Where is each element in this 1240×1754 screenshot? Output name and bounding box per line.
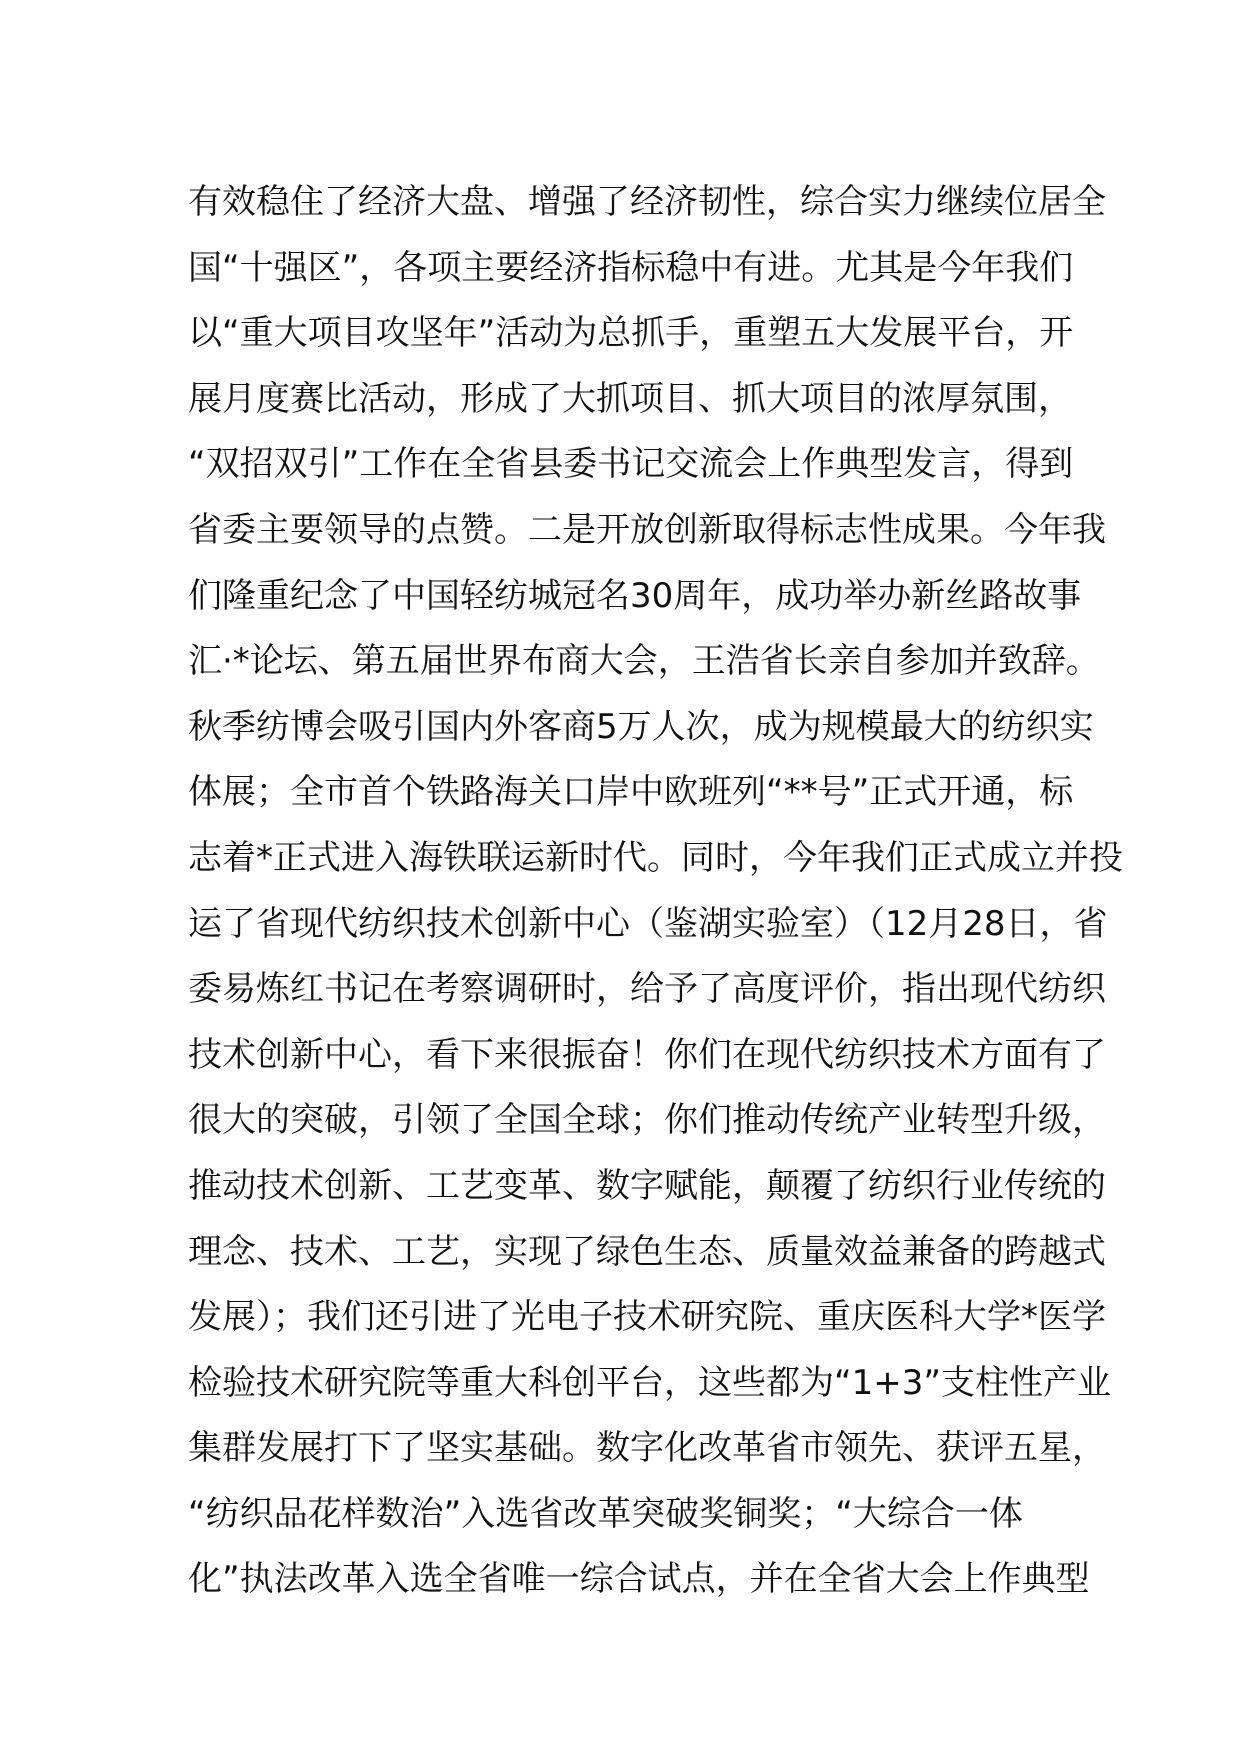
text-line: 体展；全市首个铁路海关口岸中欧班列“**号”正式开通，标: [188, 772, 1074, 813]
text-line: 国“十强区”，各项主要经济指标稳中有进。尤其是今年我们: [188, 247, 1074, 288]
text-line: 技术创新中心，看下来很振奋！你们在现代纺织技术方面有了: [188, 1034, 1106, 1075]
text-line: 展月度赛比活动，形成了大抓项目、抓大项目的浓厚氛围，: [188, 378, 1072, 419]
text-line: 省委主要领导的点赞。二是开放创新取得标志性成果。今年我: [188, 509, 1106, 550]
body-text: [188, 170, 1123, 1613]
text-line: “双招双引”工作在全省县委书记交流会上作典型发言，得到: [188, 444, 1074, 485]
text-line: “纺织品花样数治”入选省改革突破奖铜奖；“大综合一体: [188, 1493, 1023, 1534]
text-line: 委易炼红书记在考察调研时，给予了高度评价，指出现代纺织: [188, 969, 1106, 1010]
text-line: 运了省现代纺织技术创新中心（鉴湖实验室）（12月28日，省: [188, 903, 1108, 944]
text-line: 集群发展打下了坚实基础。数字化改革省市领先、获评五星，: [188, 1428, 1106, 1469]
text-line: 推动技术创新、工艺变革、数字赋能，颠覆了纺织行业传统的: [188, 1165, 1106, 1206]
text-line: 汇·*论坛、第五届世界布商大会，王浩省长亲自参加并致辞。: [188, 641, 1100, 682]
text-line: 以“重大项目攻坚年”活动为总抓手，重塑五大发展平台，开: [188, 313, 1074, 354]
text-line: 很大的突破，引领了全国全球；你们推动传统产业转型升级，: [188, 1100, 1106, 1141]
text-line: 们隆重纪念了中国轻纺城冠名30周年，成功举办新丝路故事: [188, 575, 1082, 616]
text-line: 检验技术研究院等重大科创平台，这些都为“1+3”支柱性产业: [188, 1362, 1111, 1403]
text-line: 志着*正式进入海铁联运新时代。同时，今年我们正式成立并投: [188, 837, 1123, 878]
text-line: 化”执法改革入选全省唯一综合试点，并在全省大会上作典型: [188, 1559, 1090, 1600]
text-line: 秋季纺博会吸引国内外客商5万人次，成为规模最大的纺织实: [188, 706, 1094, 747]
text-line: 有效稳住了经济大盘、增强了经济韧性，综合实力继续位居全: [188, 182, 1106, 222]
text-line: 理念、技术、工艺，实现了绿色生态、质量效益兼备的跨越式: [188, 1231, 1106, 1272]
text-line: 发展）；我们还引进了光电子技术研究院、重庆医科大学*医学: [188, 1297, 1106, 1338]
